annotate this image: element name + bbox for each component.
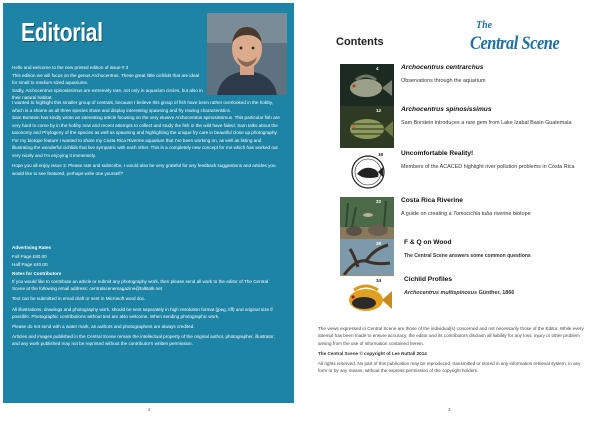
- editorial-paragraph: Hope you all enjoy issue 3. Please rate and subscribe, I would also be very grateful for any feedback suggestions and articles you would like to see featured, perhaps write one yourself?: [12, 163, 276, 176]
- logo-central-scene: Central Scene: [470, 33, 560, 54]
- contributors-note: Please do not send with a water mark, as authors and photographers are always credited.: [12, 324, 195, 330]
- editorial-title: Editorial: [21, 17, 103, 47]
- fish-multispinosus-icon: [340, 276, 394, 318]
- editorial-paragraph: Sam Borstein has kindly wrote an interesting article focusing on the very elusive Archocentrus spinosissimus. This particular fish are very hard to come by in the hobby now and recent attempts to collect and study the fish in the wild have failed. Sam talks about the taxonomy and Phylogeny of the species as well as spawning and highlighting the unique fry care in beautiful close up photography.: [12, 115, 280, 135]
- fish-spinosissimus-icon: [340, 106, 394, 148]
- driftwood-icon: [340, 239, 394, 281]
- entry-description: [401, 210, 587, 218]
- contributors-note: If you would like to contribute an article or submit any photography work, then please send all work to the editor of The Central Scene at the following email address: centralscenemagazine@talktalk.net: [12, 279, 269, 292]
- editorial-paragraph: For my biotope feature I wanted to share my Costa Rica Riverine aquarium that I've been working on, as well as listing and illustrating the wonderful cichlids that live sympatric with each other. This is a completely new concept for me which has worked out very nicely and I'm enjoying it immensely.: [12, 137, 278, 158]
- page-ref: 28: [376, 241, 382, 246]
- entry-title: Archocentrus spinosissimus: [401, 106, 492, 113]
- aquarium-riverine-icon: [340, 197, 394, 239]
- editorial-paragraph: Hello and welcome to the new printed edition of issue # 3: [12, 65, 129, 70]
- entry-desc-part: Günther, 1866: [477, 290, 515, 296]
- page-number-left: 2: [148, 407, 151, 412]
- editorial-paragraph: Sadly, Archocentrus spinosissimus are extremely rare, not only in aquarium circles, but also in their natural habitat.: [12, 87, 203, 100]
- page-ref: 34: [376, 278, 382, 283]
- contributors-note: All illustrations, drawings and photography work, should be sent separately in high resolution format (jpeg, tiff) and original size if possible. Photographic contributions without text are also welcome. When sending photographic work,: [12, 306, 273, 319]
- fish-thumbnail: [340, 276, 394, 318]
- fish-thumbnail: [340, 106, 394, 148]
- page-ref: 4: [376, 66, 379, 71]
- rights-text: All rights reserved. No part of this publication may be reproduced, transmitted or stored in any information retrieval system, in any form or by any means, without the express permission of the copyright holders.: [318, 361, 581, 374]
- logo-the: The: [476, 20, 493, 31]
- entry-title: F & Q on Wood: [404, 239, 452, 246]
- contents-entry[interactable]: [340, 197, 595, 245]
- page-ref: 22: [376, 199, 382, 204]
- editor-portrait-icon: [207, 13, 287, 95]
- entry-desc-species: Archocentrus multispinosus: [404, 290, 478, 296]
- wood-thumbnail: [340, 239, 394, 281]
- fish-centrarchus-icon: [340, 64, 394, 106]
- editorial-body: [12, 64, 204, 102]
- acaced-logo-icon: [340, 150, 394, 192]
- entry-description: Observations through the aquarium: [401, 78, 486, 84]
- disclaimer: [318, 325, 590, 378]
- page-ref: 12: [376, 108, 382, 113]
- entry-description: Members of the ACACED highlight river pollution problems in Costa Rica: [401, 164, 575, 170]
- acaced-thumbnail: [340, 150, 394, 192]
- entry-desc-species: Tomocichla tuba: [453, 211, 493, 217]
- entry-description: [404, 289, 590, 297]
- entry-desc-part: riverine biotope: [492, 211, 531, 217]
- entry-title: Uncomfortable Reality!: [401, 150, 474, 157]
- entry-desc-part: A guide on creating a: [401, 211, 454, 217]
- rates-section: [12, 244, 280, 348]
- aquarium-thumbnail: [340, 197, 394, 239]
- editorial-paragraph: This edition we will focus on the genus Archocentrus. These great little cichlids that are ideal for small to medium sized aquariums.: [12, 72, 200, 85]
- rate-line: Half Page £40.00: [12, 262, 48, 267]
- fish-thumbnail: [340, 64, 394, 106]
- contents-entry[interactable]: [340, 64, 595, 112]
- rate-line: Full Page £80.00: [12, 253, 47, 259]
- editor-photo: [207, 13, 287, 95]
- contents-entry[interactable]: [340, 276, 595, 324]
- contents-entry[interactable]: [340, 106, 595, 154]
- entry-description: The Central Scene answers some common questions: [404, 253, 531, 259]
- copyright-line: The Central Scene © copyright of Lee Nuttall 2014: [318, 350, 427, 356]
- entry-title: Archocentrus centrarchus: [401, 64, 484, 71]
- disclaimer-text: The views expressed in Central Scene are those of the individual(s) concerned and not necessarily those of the Editor. While every attempt has been made to ensure accuracy, the editor and its contributors disclaim all liability for any loss, injury or other problem arising from the use of information contained herein.: [318, 326, 584, 346]
- contents-title: Contents: [336, 36, 384, 48]
- advertising-heading: Advertising Rates: [12, 245, 52, 250]
- contributors-note: Text can be submitted in email draft or sent in Microsoft word doc.: [12, 296, 146, 302]
- entry-description: Sam Borstein introduces a rare gem from Lake Izabal Basin Guatemala: [401, 120, 572, 126]
- page-number-right: 3: [448, 407, 451, 412]
- contents-entry[interactable]: [340, 150, 595, 198]
- editorial-body-wide: [12, 99, 280, 177]
- editorial-paragraph: I wanted to highlight this smaller group of centrals, because I believe this group of fish have been rather overlooked in the hobby, which is a shame as all three species share and display interesting spawning and fry rearing characteristics.: [12, 100, 274, 113]
- right-page: [300, 0, 600, 424]
- contributors-heading: Notes for Contributors: [12, 270, 62, 276]
- contributors-note: Articles and images published in the Central Scene remain the intellectual property of the original author, photographer, illustrator, and any work published may not be reprinted without the contributor's written permission.: [12, 334, 275, 347]
- entry-title: Cichlid Profiles: [404, 276, 452, 283]
- editorial-panel: [3, 3, 294, 403]
- entry-title: Costa Rica Riverine: [401, 197, 463, 204]
- page-ref: 18: [378, 152, 384, 157]
